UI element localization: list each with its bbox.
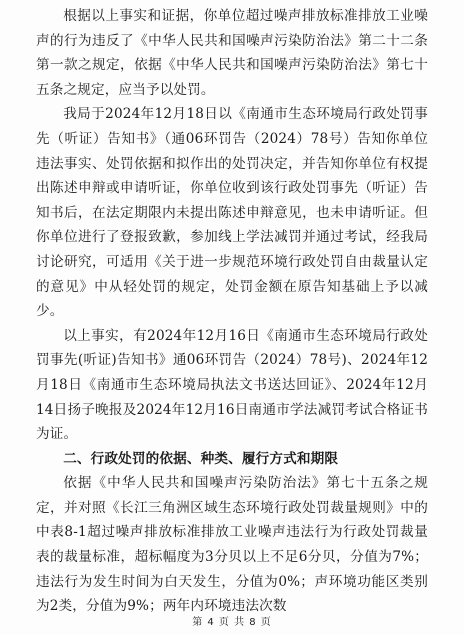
- paragraph-penalty-basis: 依据《中华人民共和国噪声污染防治法》第七十五条之规定，并对照《长江三角洲区域生态环境行政处罚裁量规则》中的中表8-1超过噪声排放标准排放工业噪声违法行为行政处罚裁量表的裁量标准，超标幅度为3分贝以上不足6分贝，分值为7%；违法行为发生时间为白天发生，分值为0%；声环境功能区类别为2类，分值为9%；两年内环境违法次数: [36, 475, 428, 615]
- paragraph-violation-finding: 根据以上事实和证据，你单位超过噪声排放标准排放工业噪声的行为违反了《中华人民共和国噪声污染防治法》第二十二条第一款之规定，依据《中华人民共和国噪声污染防治法》第七十五条之规定，应当予以处罚。: [36, 8, 428, 98]
- section-heading: 二、行政处罚的依据、种类、履行方式和期限: [63, 450, 339, 467]
- paragraph-evidence: 以上事实，有2024年12月16日《南通市生态环境局行政处罚事先(听证)告知书》通06环罚告（2024）78号)、2024年12月18日《南通市生态环境局执法文书送达回证》、2024年12月14日扬子晚报及2024年12月16日南通市学法减罚考试合格证书为证。: [36, 327, 428, 443]
- paragraph-hearing-notice: 我局于2024年12月18日以《南通市生态环境局行政处罚事先（听证）告知书》（通06环罚告（2024）78号）告知你单位违法事实、处罚依据和拟作出的处罚决定，并告知你单位有权提出陈述申辩或申请听证，你单位收到该行政处罚事先（听证）告知书后，在法定期限内未提出陈述申辩意见，也未申请听证。但你单位进行了登报致歉，参加线上学法减罚并通过考试，经我局讨论研究，可适用《关于进一步规范环境行政处罚自由裁量认定的意见》中从轻处罚的规定，处罚金额在原告知基础上予以减少。: [36, 106, 428, 320]
- page-number: 第 4 页 共 8 页: [192, 617, 272, 628]
- document-body: [36, 4, 428, 619]
